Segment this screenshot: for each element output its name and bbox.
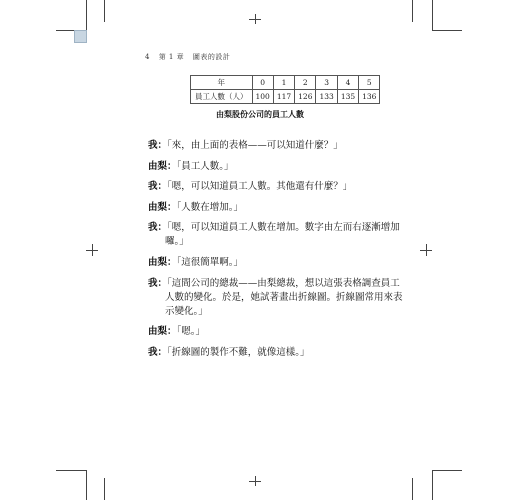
crop-mark <box>86 250 98 251</box>
crop-mark <box>104 478 105 500</box>
speaker-label: 我： <box>148 278 168 289</box>
crop-mark <box>432 470 462 471</box>
table-cell: 133 <box>316 90 337 104</box>
dialogue-continuation: 囉。」 <box>165 236 189 247</box>
crop-mark <box>249 481 261 482</box>
dialogue-text: 「嗯，可以知道員工人數。其他還有什麼？」 <box>167 181 353 192</box>
dialogue-line <box>148 180 352 194</box>
employee-table <box>190 75 380 104</box>
speaker-label: 我： <box>148 140 168 151</box>
table-cell: 136 <box>359 90 380 104</box>
table-cell: 2 <box>295 76 316 90</box>
dialogue-text: 「這間公司的總裁——由梨總裁，想以這張表格調查員工 <box>167 278 400 289</box>
dialogue-line <box>148 201 243 215</box>
dialogue-line <box>148 139 343 153</box>
crop-mark <box>104 0 105 22</box>
dialogue-line <box>148 256 243 270</box>
chapter-title: 圖表的設計 <box>192 53 231 61</box>
speaker-label: 由梨： <box>148 161 177 172</box>
table-cell: 117 <box>273 90 294 104</box>
table-caption: 由梨股份公司的員工人數 <box>216 110 304 119</box>
dialogue-text: 「這很簡單啊。」 <box>176 257 244 268</box>
page-number: 4 <box>145 53 150 61</box>
table-row-header: 年 <box>191 76 253 90</box>
dialogue-text: 「嗯。」 <box>176 326 206 337</box>
crop-mark <box>420 250 432 251</box>
dialogue-text: 「折線圖的製作不難，就像這樣。」 <box>167 347 310 358</box>
table-cell: 5 <box>359 76 380 90</box>
dialogue-line <box>148 277 403 319</box>
table-cell: 100 <box>252 90 273 104</box>
dialogue-text: 「員工人數。」 <box>176 161 234 172</box>
crop-mark <box>412 0 413 22</box>
dialogue-line <box>148 221 400 249</box>
dialogue-line <box>148 325 205 339</box>
table-cell: 0 <box>252 76 273 90</box>
speaker-label: 我： <box>148 347 168 358</box>
dialogue-text: 「來，由上面的表格——可以知道什麼？」 <box>167 140 343 151</box>
crop-mark <box>56 470 86 471</box>
crop-mark <box>432 0 433 30</box>
crop-mark <box>86 0 87 30</box>
crop-mark <box>249 19 261 20</box>
speaker-label: 由梨： <box>148 257 177 268</box>
crop-mark <box>432 470 433 500</box>
speaker-label: 我： <box>148 181 168 192</box>
table-cell: 135 <box>337 90 358 104</box>
color-registration-box <box>74 30 87 43</box>
speaker-label: 由梨： <box>148 326 177 337</box>
table-cell: 1 <box>273 76 294 90</box>
dialogue-line <box>148 160 234 174</box>
table-row <box>191 90 380 104</box>
dialogue-text: 「人數在增加。」 <box>176 202 244 213</box>
dialogue-text: 「嗯，可以知道員工人數在增加。數字由左而右逐漸增加 <box>167 222 400 233</box>
dialogue-continuation: 人數的變化。於是，她試著畫出折線圖。折線圖常用來表 <box>165 292 403 303</box>
crop-mark <box>432 30 462 31</box>
chapter-number: 第 1 章 <box>158 53 185 61</box>
table-cell: 126 <box>295 90 316 104</box>
crop-mark <box>412 478 413 500</box>
table-cell: 4 <box>337 76 358 90</box>
table-row <box>191 76 380 90</box>
speaker-label: 我： <box>148 222 168 233</box>
crop-mark <box>86 470 87 500</box>
dialogue-continuation: 示變化。」 <box>165 306 208 317</box>
table-cell: 3 <box>316 76 337 90</box>
table-row-header: 員工人數（人） <box>191 90 253 104</box>
dialogue-line <box>148 346 310 360</box>
speaker-label: 由梨： <box>148 202 177 213</box>
running-header <box>145 52 236 62</box>
